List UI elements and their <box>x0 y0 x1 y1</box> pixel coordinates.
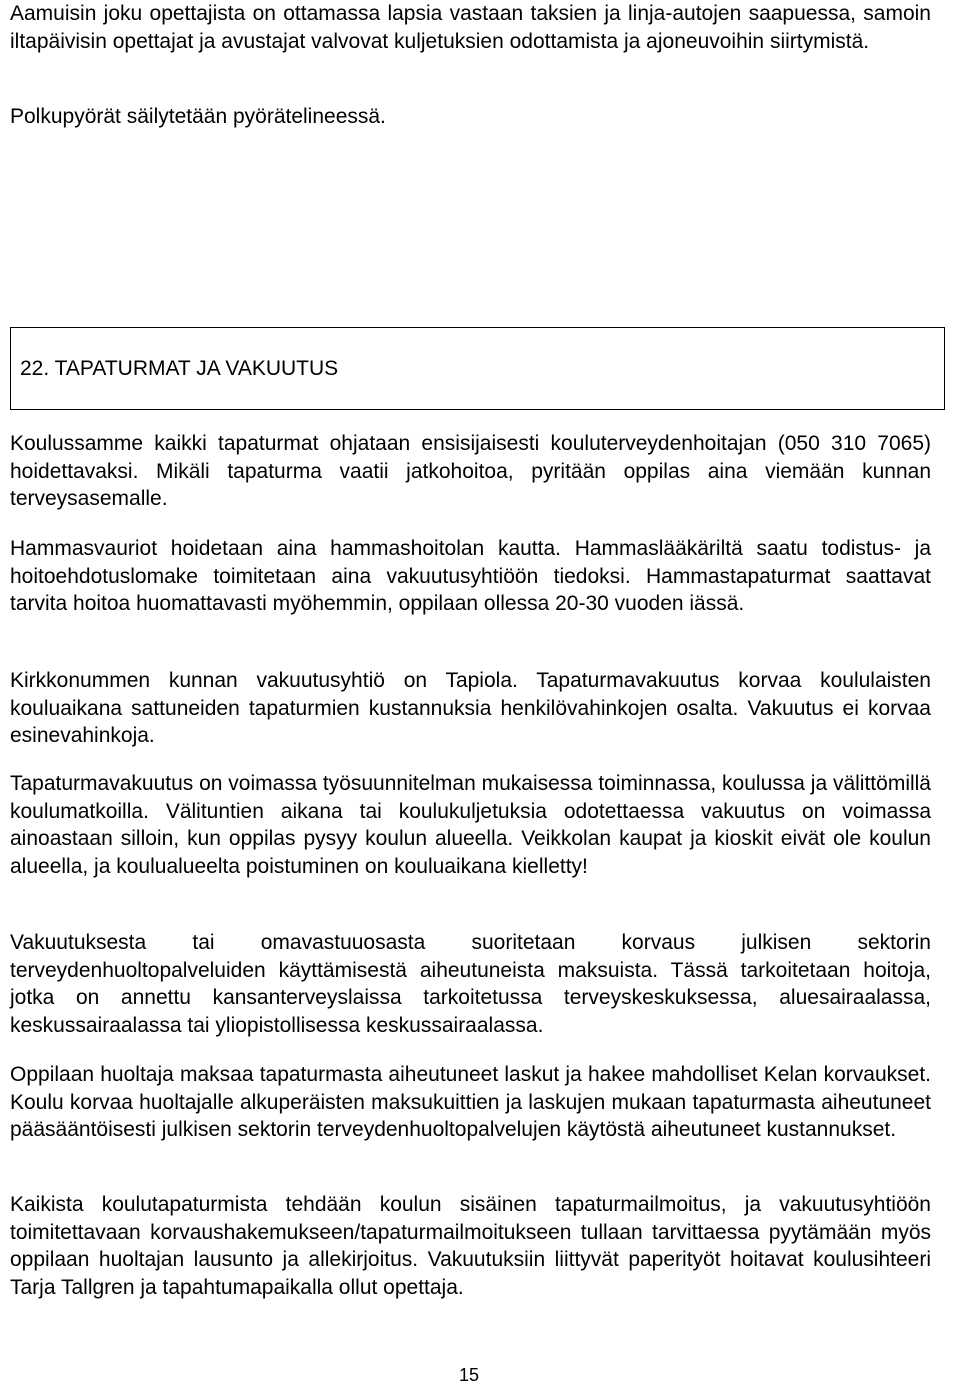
paragraph-reporting: Kaikista koulutapaturmista tehdään koulun sisäinen tapaturmailmoitus, ja vakuutusyhtiöön toimitettavaan korvaushakemukseen/tapaturmailmoitukseen tullaan tarvittaessa pyytämään myös oppilaan huoltajan lausunto ja allekirjoitus. Vakuutuksiin liittyvät paperityöt hoitavat koulusihteeri Tarja Tallgren ja tapahtumapaikalla ollut opettaja. <box>10 1193 931 1299</box>
paragraph-guardian-costs: Oppilaan huoltaja maksaa tapaturmasta aiheutuneet laskut ja hakee mahdolliset Kelan korvaukset. Koulu korvaa huoltajalle alkuperäisten maksukuittien ja laskujen mukaan tapaturmasta aiheutuneet pääsääntöisesti julkisen sektorin terveydenhuoltopalvelujen käytöstä aiheutuneet kustannukset. <box>10 1063 931 1142</box>
intro-paragraph-2: Polkupyörät säilytetään pyörätelineessä. <box>10 105 386 128</box>
paragraph-validity: Tapaturmavakuutus on voimassa työsuunnitelman mukaisessa toiminnassa, koulussa ja välittömillä koulumatkoilla. Välituntien aikana tai koulukuljetuksia odotettaessa vakuutus on voimassa ainoastaan silloin, kun oppilas pysyy koulun alueella. Veikkolan kaupat ja kioskit eivät ole koulun alueella, ja koulualueelta poistuminen on kouluaikana kielletty! <box>10 772 931 878</box>
section-heading: 22. TAPATURMAT JA VAKUUTUS <box>20 357 339 380</box>
paragraph-dental: Hammasvauriot hoidetaan aina hammashoitolan kautta. Hammaslääkäriltä saatu todistus- ja hoitoehdotuslomake toimitetaan aina vakuutusyhtiöön tiedoksi. Hammastapaturmat saattavat tarvita hoitoa huomattavasti myöhemmin, oppilaan ollessa 20-30 vuoden iässä. <box>10 537 931 616</box>
intro-paragraph-1: Aamuisin joku opettajista on ottamassa lapsia vastaan taksien ja linja-autojen saapuessa, samoin iltapäivisin opettajat ja avustajat valvovat kuljetuksien odottamista ja ajoneuvoihin siirtymistä. <box>10 2 931 53</box>
paragraph-first-aid: Koulussamme kaikki tapaturmat ohjataan ensisijaisesti kouluterveydenhoitajan (050 310 7065) hoidettavaksi. Mikäli tapaturma vaatii jatkohoitoa, pyritään oppilas aina viemään kunnan terveysasemalle. <box>10 432 931 511</box>
paragraph-compensation: Vakuutuksesta tai omavastuuosasta suoritetaan korvaus julkisen sektorin terveydenhuoltopalveluiden käyttämisestä aiheutuneista maksuista. Tässä tarkoitetaan hoitoja, jotka on annettu kansanterveyslaissa tarkoitetussa terveyskeskuksessa, aluesairaalassa, keskussairaalassa tai yliopistollisessa keskussairaalassa. <box>10 931 931 1037</box>
page-number: 15 <box>458 1365 480 1385</box>
paragraph-insurer: Kirkkonummen kunnan vakuutusyhtiö on Tapiola. Tapaturmavakuutus korvaa koululaisten kouluaikana sattuneiden tapaturmien kustannuksia henkilövahinkojen osalta. Vakuutus ei korvaa esinevahinkoja. <box>10 669 931 748</box>
